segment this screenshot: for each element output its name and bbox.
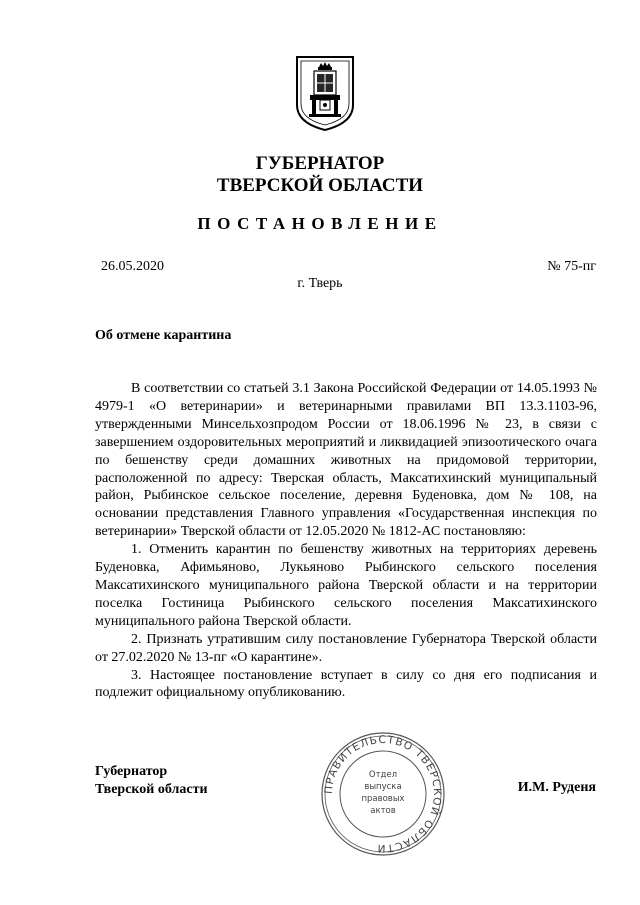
- issuer-title: [0, 153, 640, 197]
- issuer-line-1: ГУБЕРНАТОР: [255, 153, 385, 174]
- coat-of-arms-emblem: [293, 53, 357, 133]
- document-type: ПОСТАНОВЛЕНИЕ: [197, 214, 443, 233]
- stamp-ring-text: ПРАВИТЕЛЬСТВО ТВЕРСКОЙ ОБЛАСТИ: [322, 733, 444, 855]
- document-number: № 75-пг: [547, 259, 596, 274]
- body-paragraph-preamble: В соответствии со статьей 3.1 Закона Российской Федерации от 14.05.1993 № 4979-1 «О ветеринарии» и ветеринарными правилами ВП 13.3.1103-96, утвержденными Минсельхозпродом России от 18.06.1996 № 23, в связи с завершением оздоровительных мероприятий и ликвидацией эпизоотического очага по бешенству среди домашних животных на придомовой территории, расположенной по адресу: Тверская область, Максатихинский муниципальный район, Рыбинское сельское поселение, деревня Буденовка, дом № 108, на основании представления Главного управления «Государственная инспекция по ветеринарии» Тверской области от 12.05.2020 № 1812-АС постановляю:: [95, 381, 597, 540]
- body-paragraph-3: 3. Настоящее постановление вступает в силу со дня его подписания и подлежит официальному опубликованию.: [95, 667, 597, 701]
- signatory-title-line-2: Тверской области: [95, 782, 208, 797]
- document-city: г. Тверь: [297, 276, 343, 291]
- stamp-center-line-3: правовых: [361, 794, 405, 804]
- document-subject: Об отмене карантина: [95, 328, 232, 343]
- signatory-title-line-1: Губернатор: [95, 764, 168, 779]
- stamp-center-line-1: Отдел: [368, 770, 398, 780]
- document-body: [95, 380, 597, 702]
- stamp-center-line-4: актов: [370, 806, 396, 816]
- issuer-line-2: ТВЕРСКОЙ ОБЛАСТИ: [216, 175, 424, 196]
- body-paragraph-1: 1. Отменить карантин по бешенству животных на территориях деревень Буденовка, Афимьяново, Лукьяново Рыбинского сельского поселения Максатихинского муниципального района Тверской области и на территории поселка Гостиница Рыбинского сельского поселения Максатихинского муниципального района Тверской области.: [95, 542, 597, 629]
- official-stamp: [320, 731, 446, 857]
- signatory-name: И.М. Руденя: [517, 780, 596, 795]
- document-date: 26.05.2020: [101, 259, 164, 274]
- body-paragraph-2: 2. Признать утратившим силу постановление Губернатора Тверской области от 27.02.2020 № 13-пг «О карантине».: [95, 631, 597, 665]
- stamp-center-line-2: выпуска: [364, 782, 402, 792]
- signatory-title: [95, 763, 208, 799]
